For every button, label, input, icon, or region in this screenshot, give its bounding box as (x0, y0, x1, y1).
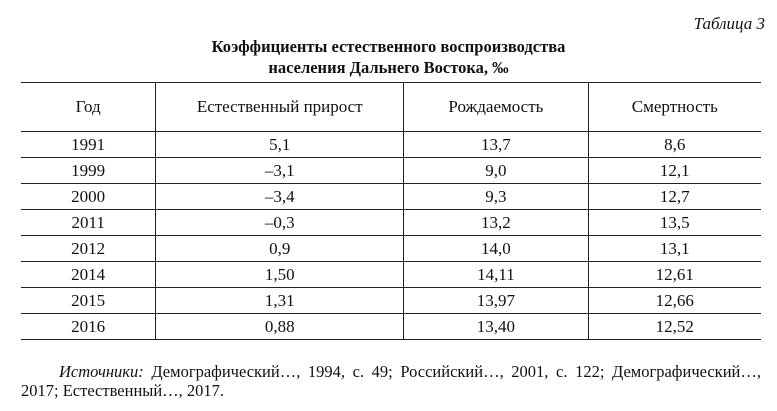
header-natural-increase: Естественный прирост (156, 83, 404, 132)
header-birth-rate: Рождаемость (404, 83, 588, 132)
cell-birth-rate: 9,0 (404, 158, 588, 184)
cell-natural-increase: –3,1 (156, 158, 404, 184)
table-row (21, 314, 761, 340)
cell-year: 2011 (21, 210, 156, 236)
cell-year: 2016 (21, 314, 156, 340)
cell-birth-rate: 9,3 (404, 184, 588, 210)
cell-birth-rate: 13,40 (404, 314, 588, 340)
header-death-rate: Смертность (588, 83, 761, 132)
cell-year: 2000 (21, 184, 156, 210)
table-title (0, 36, 777, 78)
cell-death-rate: 12,7 (588, 184, 761, 210)
table-row (21, 184, 761, 210)
cell-death-rate: 13,5 (588, 210, 761, 236)
cell-birth-rate: 14,11 (404, 262, 588, 288)
cell-birth-rate: 13,7 (404, 132, 588, 158)
cell-death-rate: 12,66 (588, 288, 761, 314)
table-row (21, 132, 761, 158)
table-number-label: Таблица 3 (693, 14, 765, 33)
table-title-line-1: Коэффициенты естественного воспроизводства (211, 37, 566, 56)
table-row (21, 262, 761, 288)
cell-death-rate: 8,6 (588, 132, 761, 158)
sources-label: Источники: (59, 362, 144, 381)
cell-natural-increase: 1,50 (156, 262, 404, 288)
sources-text: Демографический…, 1994, с. 49; Российский…, 2001, с. 122; Демографический…, 2017; Естественный…, 2017. (21, 362, 761, 400)
sources-note (21, 362, 761, 400)
cell-natural-increase: –3,4 (156, 184, 404, 210)
cell-birth-rate: 14,0 (404, 236, 588, 262)
cell-birth-rate: 13,97 (404, 288, 588, 314)
table-row (21, 288, 761, 314)
cell-death-rate: 12,52 (588, 314, 761, 340)
cell-year: 2014 (21, 262, 156, 288)
cell-year: 2012 (21, 236, 156, 262)
cell-year: 2015 (21, 288, 156, 314)
cell-year: 1991 (71, 134, 106, 154)
table-row (21, 158, 761, 184)
table-title-line-2: населения Дальнего Востока, ‰ (268, 58, 509, 77)
cell-natural-increase: –0,3 (156, 210, 404, 236)
table-row (21, 236, 761, 262)
cell-natural-increase: 0,88 (156, 314, 404, 340)
cell-natural-increase: 5,1 (156, 132, 404, 158)
cell-year: 1999 (21, 158, 156, 184)
cell-birth-rate: 13,2 (404, 210, 588, 236)
table-row (21, 210, 761, 236)
cell-death-rate: 13,1 (588, 236, 761, 262)
birth-death-rates-table (21, 82, 761, 340)
cell-death-rate: 12,61 (588, 262, 761, 288)
cell-death-rate: 12,1 (588, 158, 761, 184)
header-year: Год (21, 83, 156, 132)
cell-natural-increase: 0,9 (156, 236, 404, 262)
header-row (21, 83, 761, 132)
cell-natural-increase: 1,31 (156, 288, 404, 314)
